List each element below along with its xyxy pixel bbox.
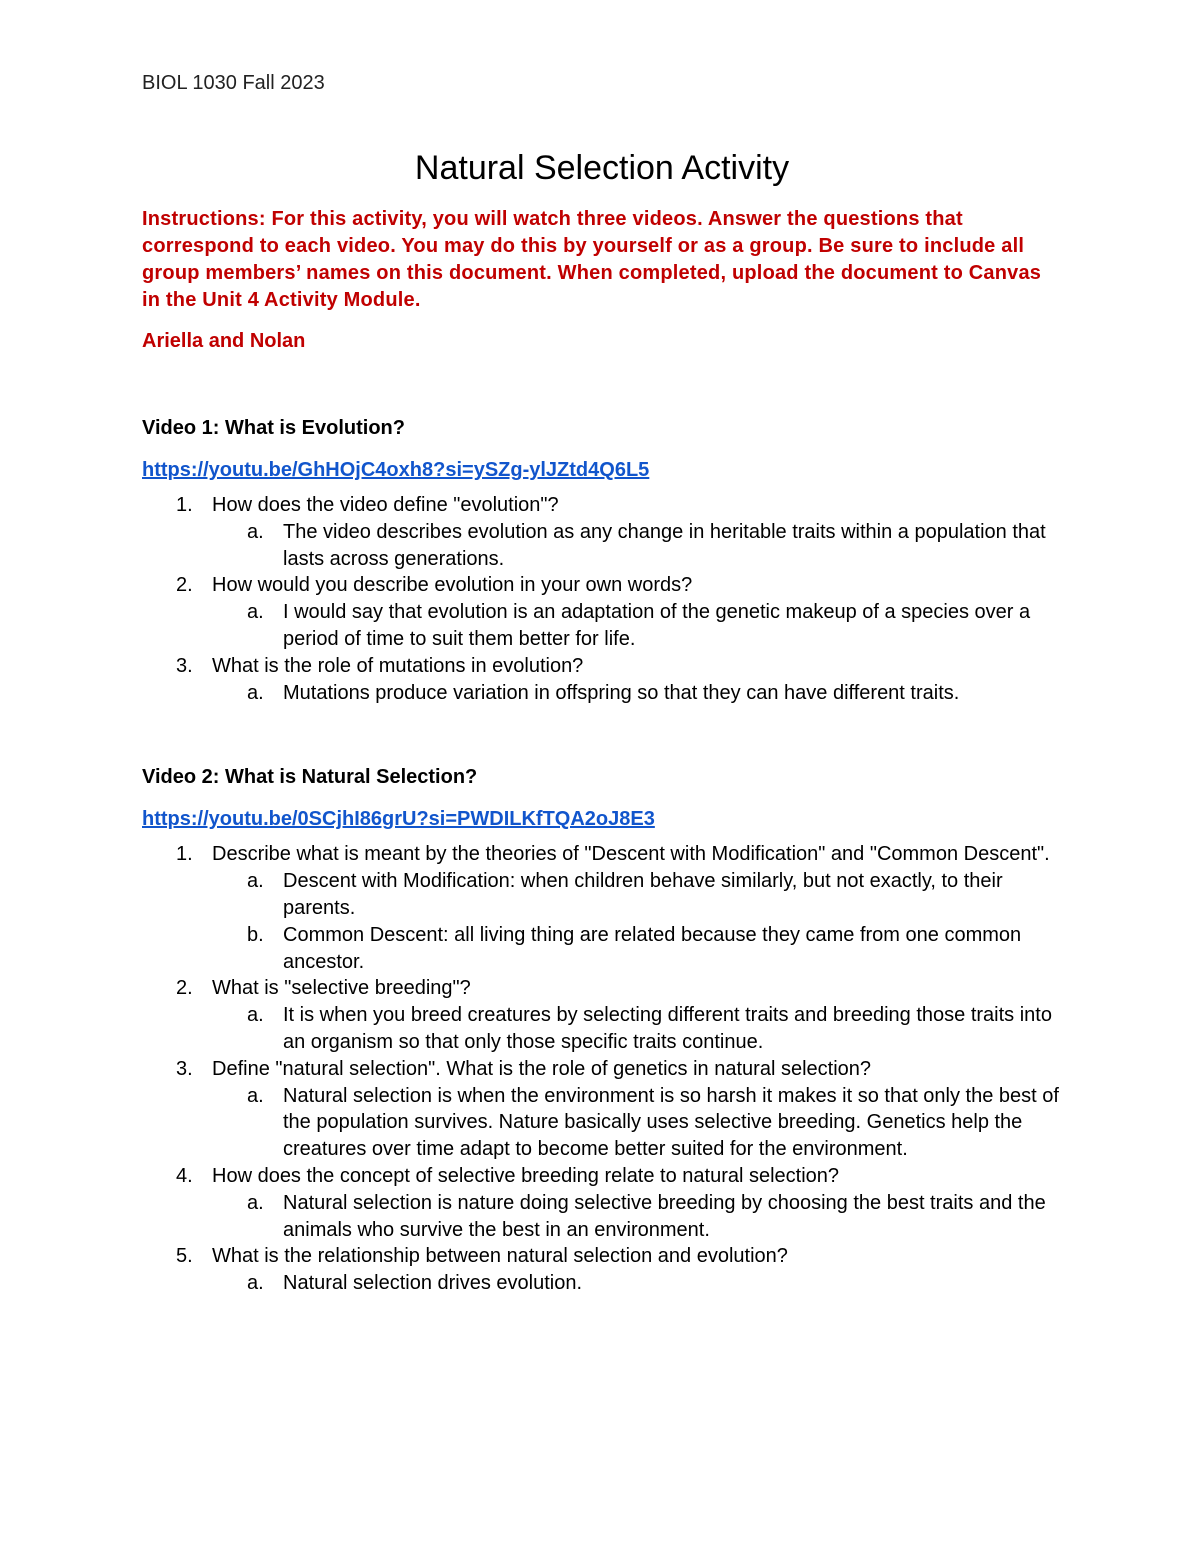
question-text: How does the concept of selective breeding relate to natural selection? xyxy=(212,1164,840,1187)
group-names: Ariella and Nolan xyxy=(142,330,306,352)
question-item xyxy=(142,572,1062,652)
answer-text: Natural selection is nature doing selective breeding by choosing the best traits and the animals who survive the best in an environment. xyxy=(283,1191,1046,1241)
answer-list xyxy=(212,599,1062,653)
video-2-section xyxy=(142,764,1062,1297)
question-item xyxy=(142,975,1062,1055)
answer-list xyxy=(212,868,1062,975)
question-number: 3. xyxy=(176,654,193,677)
question-item xyxy=(142,1243,1062,1297)
answer-letter: a. xyxy=(247,520,264,543)
answer-list xyxy=(212,1002,1062,1056)
answer-text: Descent with Modification: when children behave similarly, but not exactly, to their parents. xyxy=(283,870,1003,919)
answer-item xyxy=(212,519,1062,573)
question-text: How would you describe evolution in your own words? xyxy=(212,574,693,597)
question-number: 4. xyxy=(176,1164,193,1187)
answer-letter: a. xyxy=(247,870,264,893)
answer-item xyxy=(212,1190,1062,1244)
question-text: Describe what is meant by the theories of "Descent with Modification" and "Common Descent". xyxy=(212,843,1050,866)
answer-item xyxy=(212,680,1062,707)
question-item xyxy=(142,841,1062,975)
answer-item xyxy=(212,1002,1062,1056)
question-number: 1. xyxy=(176,494,193,516)
video-1-questions xyxy=(142,492,1062,706)
answer-letter: a. xyxy=(247,601,264,624)
question-item xyxy=(142,653,1062,707)
video-1-heading: Video 1: What is Evolution? xyxy=(142,417,405,439)
question-text: What is the relationship between natural selection and evolution? xyxy=(212,1245,788,1268)
answer-text: Common Descent: all living thing are related because they came from one common ancestor. xyxy=(283,923,1022,973)
question-number: 1. xyxy=(176,843,193,866)
question-number: 2. xyxy=(176,574,193,597)
answer-list xyxy=(212,680,1062,707)
video-1-link[interactable]: https://youtu.be/GhHOjC4oxh8?si=ySZg-ylJZtd4Q6L5 xyxy=(142,459,650,481)
answer-letter: a. xyxy=(247,1004,264,1027)
instructions-text: Instructions: For this activity, you will watch three videos. Answer the questions that correspond to each video. You may do this by yourself or as a group. Be sure to include all group members’ names on this document. When completed, upload the document to Canvas in the Unit 4 Activity Module. xyxy=(142,208,1042,311)
answer-text: I would say that evolution is an adaptation of the genetic makeup of a species over a period of time to suit them better for life. xyxy=(283,601,1031,650)
video-2-link[interactable]: https://youtu.be/0SCjhI86grU?si=PWDILKfTQA2oJ8E3 xyxy=(142,808,655,831)
document-page xyxy=(142,70,1062,1297)
answer-letter: a. xyxy=(247,1191,264,1214)
answer-text: The video describes evolution as any change in heritable traits within a population that lasts across generations. xyxy=(283,520,1046,570)
answer-letter: a. xyxy=(247,1272,264,1295)
question-item xyxy=(142,492,1062,572)
question-text: Define "natural selection". What is the role of genetics in natural selection? xyxy=(212,1057,872,1080)
answer-item xyxy=(212,922,1062,976)
question-item xyxy=(142,1163,1062,1243)
question-number: 3. xyxy=(176,1057,193,1080)
answer-letter: a. xyxy=(247,681,264,704)
answer-item xyxy=(212,599,1062,653)
question-text: How does the video define "evolution"? xyxy=(212,494,559,516)
video-1-section xyxy=(142,415,1062,706)
question-number: 2. xyxy=(176,977,193,1000)
answer-letter: b. xyxy=(247,923,264,946)
answer-text: Natural selection is when the environment is so harsh it makes it so that only the best of the population survives. Nature basically uses selective breeding. Genetics help the creatures over time adapt to become better suited for the environment. xyxy=(283,1084,1059,1161)
answer-list xyxy=(212,1190,1062,1244)
question-text: What is the role of mutations in evolution? xyxy=(212,654,584,677)
answer-list xyxy=(212,519,1062,573)
answer-letter: a. xyxy=(247,1084,264,1107)
course-header: BIOL 1030 Fall 2023 xyxy=(142,72,325,94)
answer-text: Natural selection drives evolution. xyxy=(283,1272,583,1295)
answer-item xyxy=(212,1083,1062,1163)
answer-list xyxy=(212,1083,1062,1163)
video-2-questions xyxy=(142,841,1062,1297)
answer-item xyxy=(212,1270,1062,1297)
answer-list xyxy=(212,1270,1062,1297)
question-item xyxy=(142,1056,1062,1163)
answer-item xyxy=(212,868,1062,922)
question-number: 5. xyxy=(176,1245,193,1268)
answer-text: It is when you breed creatures by selecting different traits and breeding those traits into an organism so that only those specific traits continue. xyxy=(283,1004,1052,1053)
question-text: What is "selective breeding"? xyxy=(212,977,471,1000)
page-title: Natural Selection Activity xyxy=(414,149,790,187)
video-2-heading: Video 2: What is Natural Selection? xyxy=(142,766,478,789)
answer-text: Mutations produce variation in offspring so that they can have different traits. xyxy=(283,681,960,704)
